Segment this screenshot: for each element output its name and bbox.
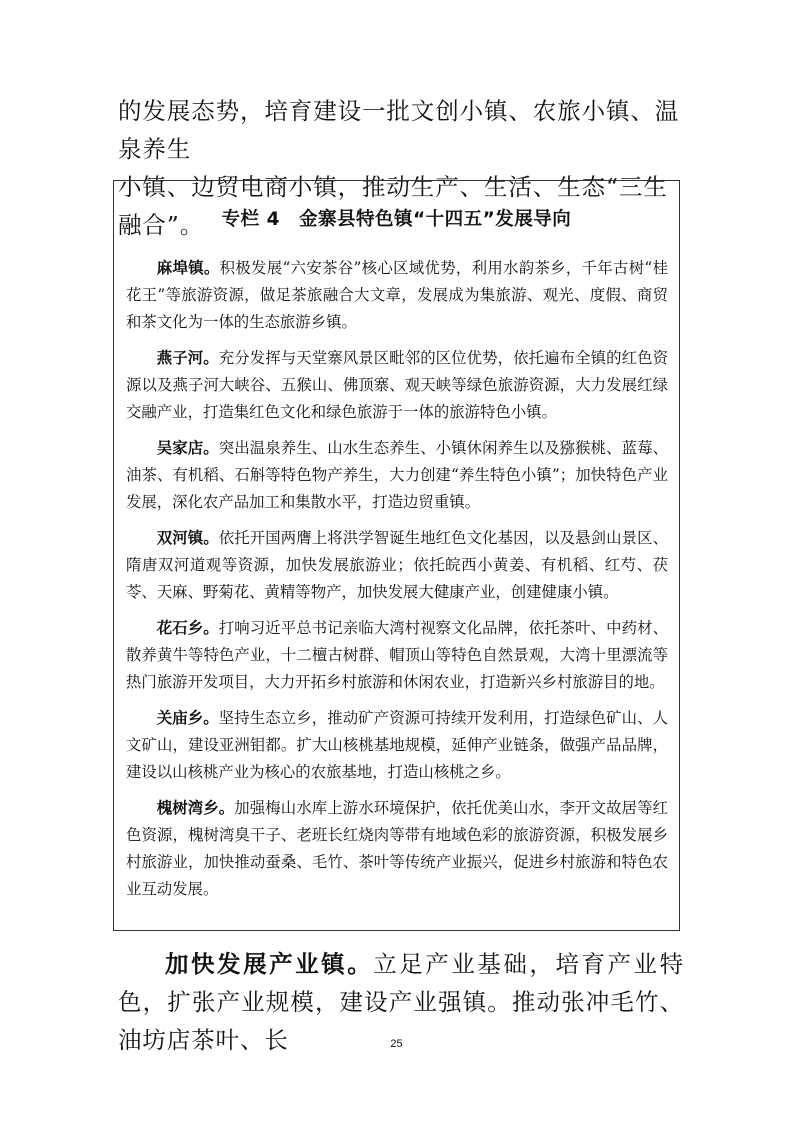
outro-lead: 加快发展产业镇。 bbox=[165, 950, 374, 978]
entry-text: 依托开国两膺上将洪学智诞生地红色文化基因，以及悬剑山景区、隋唐双河道观等资源，加快发展旅游业；依托皖西小黄姜、有机稻、红芍、茯苓、天麻、野菊花、黄精等物产，加快发展大健康产业，创建健康小镇。 bbox=[126, 529, 668, 601]
entry-huaishuwan bbox=[126, 795, 668, 903]
entry-text: 积极发展“六安茶谷”核心区域优势，利用水韵茶乡，千年古树“桂花王”等旅游资源，做足茶旅融合大文章，发展成为集旅游、观光、度假、商贸和茶文化为一体的生态旅游乡镇。 bbox=[126, 259, 668, 331]
entry-text: 坚持生态立乡，推动矿产资源可持续开发利用，打造绿色矿山、人文矿山，建设亚洲钼都。扩大山核桃基地规模，延伸产业链条，做强产品品牌，建设以山核桃产业为核心的农旅基地，打造山核桃之乡。 bbox=[126, 709, 668, 781]
entry-text: 加强梅山水库上游水环境保护，依托优美山水，李开文故居等红色资源，槐树湾臭干子、老班长红烧肉等带有地域色彩的旅游资源，积极发展乡村旅游业，加快推动蚕桑、毛竹、茶叶等传统产业振兴，促进乡村旅游和特色农业互动发展。 bbox=[126, 799, 668, 898]
entry-shuanghe bbox=[126, 525, 668, 606]
intro-line-2: 小镇、边贸电商小镇，推动生产、生活、生态“三生融合”。 bbox=[118, 173, 668, 239]
entry-text: 突出温泉养生、山水生态养生、小镇休闲养生以及猕猴桃、蓝莓、油茶、有机稻、石斛等特色物产养生，大力创建“养生特色小镇”；加快特色产业发展，深化农产品加工和集散水平，打造边贸重镇。 bbox=[126, 439, 668, 511]
intro-line-1: 的发展态势，培育建设一批文创小镇、农旅小镇、温泉养生 bbox=[118, 97, 680, 163]
column-title: 专栏 4 金寨县特色镇“十四五”发展导向 bbox=[221, 209, 572, 230]
entry-name: 双河镇。 bbox=[156, 529, 219, 547]
entry-guanmiao bbox=[126, 705, 668, 786]
entry-name: 槐树湾乡。 bbox=[156, 799, 235, 817]
entry-text: 打响习近平总书记亲临大湾村视察文化品牌，依托茶叶、中药材、散养黄牛等特色产业，十二檀古树群、帽顶山等特色自然景观，大湾十里漂流等热门旅游开发项目，大力开拓乡村旅游和休闲农业，打造新兴乡村旅游目的地。 bbox=[126, 619, 668, 691]
entry-name: 燕子河。 bbox=[156, 349, 219, 367]
entry-name: 关庙乡。 bbox=[156, 709, 219, 727]
entry-wujiadian bbox=[126, 435, 668, 516]
entry-name: 麻埠镇。 bbox=[156, 259, 220, 277]
feature-column-box bbox=[113, 180, 680, 931]
entry-huashi bbox=[126, 615, 668, 696]
entry-yanzihe bbox=[126, 345, 668, 426]
entry-mabu bbox=[126, 255, 668, 336]
entry-name: 花石乡。 bbox=[156, 619, 219, 637]
entry-name: 吴家店。 bbox=[156, 439, 219, 457]
outro-text: 立足产业基础，培育产业特色，扩张产业规模，建设产业强镇。推动张冲毛竹、油坊店茶叶、长 bbox=[118, 950, 684, 1054]
entry-text: 充分发挥与天堂寨风景区毗邻的区位优势，依托遍布全镇的红色资源以及燕子河大峡谷、五猴山、佛顶寨、观天峡等绿色旅游资源，大力发展红绿交融产业，打造集红色文化和绿色旅游于一体的旅游特色小镇。 bbox=[126, 349, 668, 421]
page-number: 25 bbox=[390, 1038, 403, 1050]
column-entries bbox=[126, 255, 668, 912]
